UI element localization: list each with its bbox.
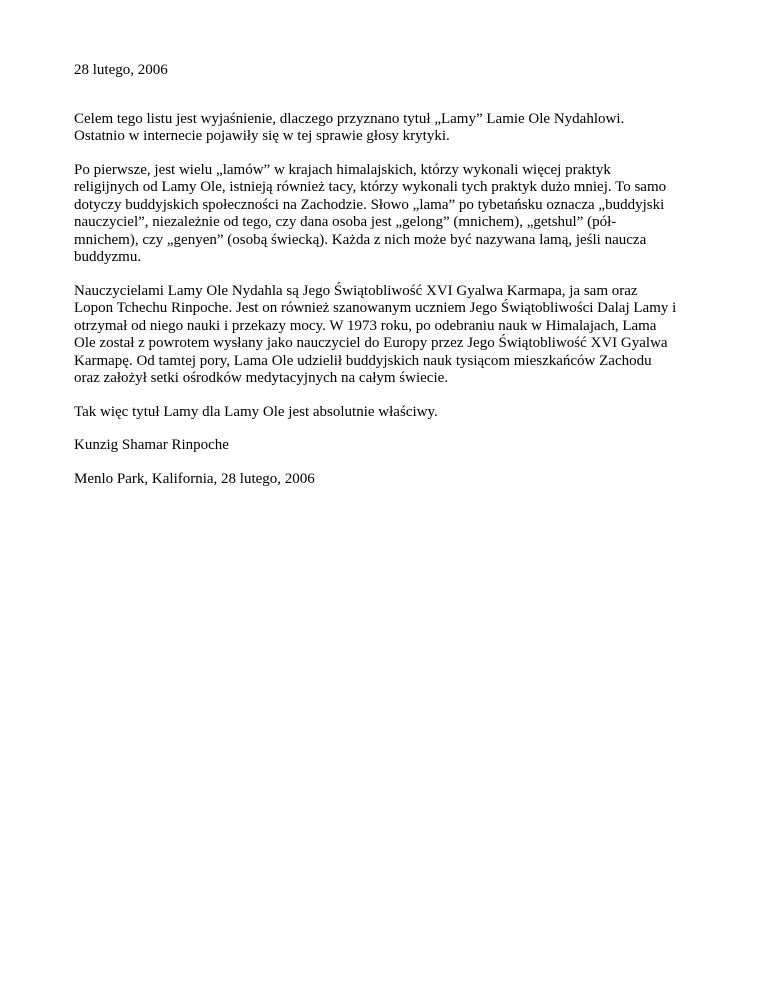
letter-page	[74, 62, 714, 504]
paragraph-lama-meaning: Po pierwsze, jest wielu „lamów” w krajach himalajskich, którzy wykonali więcej praktyk religijnych od Lamy Ole, istnieją również tacy, którzy wykonali tych praktyk dużo mniej. To samo dotyczy buddyjskich społeczności na Zachodzie. Słowo „lama” po tybetańsku oznacza „buddyjski nauczyciel”, niezależnie od tego, czy dana osoba jest „gelong” (mnichem), „getshul” (pół- mnichem), czy „genyen” (osobą świecką). Każda z nich może być nazywana lamą, jeśli naucza buddyzmu.	[74, 161, 667, 265]
letter-date: 28 lutego, 2006	[74, 62, 168, 78]
signature-place-date: Menlo Park, Kalifornia, 28 lutego, 2006	[74, 470, 315, 487]
paragraph-purpose: Celem tego listu jest wyjaśnienie, dlaczego przyznano tytuł „Lamy” Lamie Ole Nydahlowi. Ostatnio w internecie pojawiły się w tej sprawie głosy krytyki.	[74, 110, 625, 144]
signature-name: Kunzig Shamar Rinpoche	[74, 437, 229, 453]
paragraph-teachers: Nauczycielami Lamy Ole Nydahla są Jego Świątobliwość XVI Gyalwa Karmapa, ja sam oraz Lopon Tchechu Rinpoche. Jest on również szanowanym uczniem Jego Świątobliwości Dalaj Lamy i otrzymał od niego nauki i przekazy mocy. W 1973 roku, po odebraniu nauk w Himalajach, Lama Ole został z powrotem wysłany jako nauczyciel do Europy przez Jego Świątobliwość XVI Gyalwa Karmapę. Od tamtej pory, Lama Ole udzielił buddyjskich nauk tysiącom mieszkańców Zachodu oraz założył setki ośrodków medytacyjnych na całym świecie.	[74, 282, 677, 386]
paragraph-conclusion: Tak więc tytuł Lamy dla Lamy Ole jest absolutnie właściwy.	[74, 403, 438, 420]
